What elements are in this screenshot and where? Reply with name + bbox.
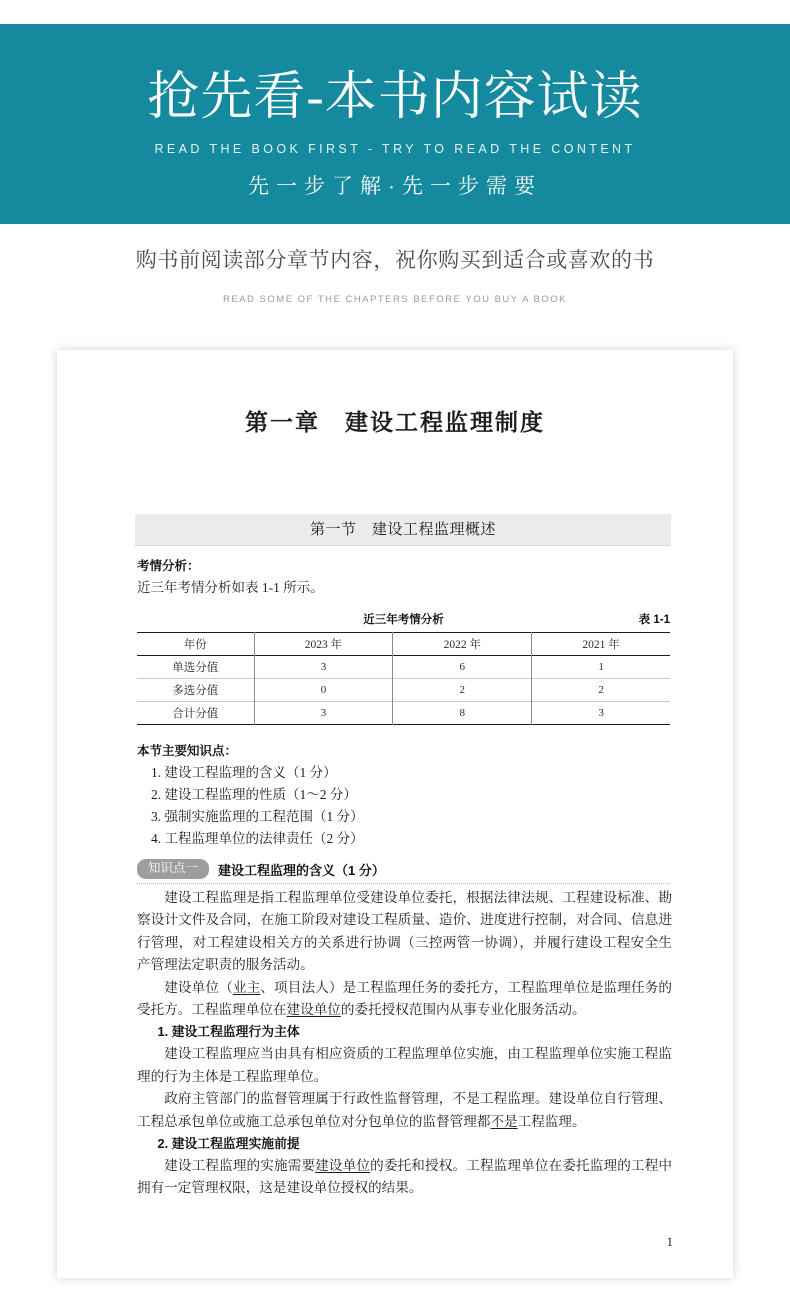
para2-part-b: 、项目法人）是工程监理任务的委托方，工程监理单位是监理任务的受托方。工程监理单位在 <box>137 979 673 1018</box>
intro-headline-english: READ SOME OF THE CHAPTERS BEFORE YOU BUY A BOOK <box>223 294 567 305</box>
list-item: 4. 工程监理单位的法律责任（2 分） <box>151 831 364 846</box>
table-col-header-year: 年份 <box>137 633 254 656</box>
row-label-total: 合计分值 <box>137 702 254 725</box>
section-header-bar <box>135 514 671 546</box>
exam-analysis-line: 近三年考情分析如表 1-1 所示。 <box>137 580 324 595</box>
paragraph-government-supervision <box>137 1088 672 1133</box>
table-head <box>137 633 670 656</box>
paragraph-parties <box>137 977 672 1022</box>
cell-total-2022: 8 <box>393 702 532 725</box>
table-caption-row <box>137 611 670 630</box>
table-col-header-2023: 2023 年 <box>254 633 393 656</box>
para2-underline-construction-unit: 建设单位 <box>286 1002 341 1018</box>
subheading-implementation-premise: 2. 建设工程监理实施前提 <box>157 1136 300 1152</box>
chapter-title: 第一章 建设工程监理制度 <box>245 410 545 435</box>
exam-stats-table-wrap <box>137 611 672 725</box>
table-number: 表 1-1 <box>638 614 670 626</box>
table-row <box>137 702 670 725</box>
intro-headline-chinese: 购书前阅读部分章节内容，祝你购买到适合或喜欢的书 <box>135 249 655 272</box>
paragraph-behavior-subject: 建设工程监理应当由具有相应资质的工程监理单位实施，由工程监理单位实施工程监理的行为主体是工程监理单位。 <box>137 1046 672 1084</box>
knowledge-points-list <box>137 762 672 850</box>
cell-total-2023: 3 <box>254 702 393 725</box>
table-col-header-2022: 2022 年 <box>393 633 532 656</box>
para4-underline-not: 不是 <box>490 1113 518 1129</box>
para5-part-a: 建设工程监理的实施需要 <box>164 1158 316 1174</box>
table-caption: 近三年考情分析 <box>363 614 444 626</box>
dotted-divider <box>137 883 670 884</box>
table-header-row <box>137 633 670 656</box>
banner-title: 抢先看-本书内容试读 <box>147 69 643 126</box>
knowledge-points-heading: 本节主要知识点： <box>137 744 238 758</box>
page-body <box>137 556 672 1200</box>
para5-part-b: 的委托和授权。工程监理单位在委托监理的工程中拥有一定管理权限，这是建设单位授权的结果。 <box>137 1158 673 1196</box>
table-row <box>137 679 670 702</box>
cell-multi-2023: 0 <box>254 679 393 702</box>
exam-stats-table <box>137 632 670 725</box>
para2-part-a: 建设单位（ <box>164 979 233 995</box>
para2-underline-owner: 业主 <box>232 979 261 995</box>
para5-underline-construction-unit: 建设单位 <box>315 1158 371 1174</box>
knowledge-point-badge: 知识点一 <box>137 859 209 879</box>
book-page-content <box>57 350 733 1278</box>
paragraph-implementation-premise <box>137 1155 672 1200</box>
para4-part-a: 政府主管部门的监督管理属于行政性监督管理，不是工程监理。建设单位自行管理、工程总承包单位或施工总承包单位对分包单位的监督管理都 <box>137 1091 672 1129</box>
subheading-behavior-subject: 1. 建设工程监理行为主体 <box>157 1024 300 1040</box>
cell-single-2021: 1 <box>532 656 670 679</box>
intro-block <box>0 244 790 305</box>
cell-single-2022: 6 <box>393 656 532 679</box>
row-label-multi-choice: 多选分值 <box>137 679 254 702</box>
knowledge-point-header <box>137 859 672 879</box>
list-item: 3. 强制实施监理的工程范围（1 分） <box>151 809 364 824</box>
table-row <box>137 656 670 679</box>
exam-analysis-label: 考情分析： <box>137 559 200 573</box>
table-body <box>137 656 670 725</box>
section-title: 第一节 建设工程监理概述 <box>309 521 496 538</box>
row-label-single-choice: 单选分值 <box>137 656 254 679</box>
table-col-header-2021: 2021 年 <box>532 633 670 656</box>
cell-multi-2021: 2 <box>532 679 670 702</box>
knowledge-point-title: 建设工程监理的含义（1 分） <box>218 862 385 878</box>
list-item: 2. 建设工程监理的性质（1～2 分） <box>151 787 357 802</box>
list-item: 1. 建设工程监理的含义（1 分） <box>151 765 337 780</box>
paragraph-definition: 建设工程监理是指工程监理单位受建设单位委托，根据法律法规、工程建设标准、勘察设计文件及合同，在施工阶段对建设工程质量、造价、进度进行控制，对合同、信息进行管理，对工程建设相关方的关系进行协调（三控两管一协调），并履行建设工程安全生产管理法定职责的服务活动。 <box>137 890 672 973</box>
promo-banner <box>0 24 790 224</box>
cell-multi-2022: 2 <box>393 679 532 702</box>
banner-subtitle-english: READ THE BOOK FIRST - TRY TO READ THE CONTENT <box>154 142 636 156</box>
cell-total-2021: 3 <box>532 702 670 725</box>
page-number: 1 <box>666 1234 673 1249</box>
para4-part-b: 工程监理。 <box>517 1113 586 1129</box>
banner-tagline: 先一步了解·先一步需要 <box>248 175 542 198</box>
cell-single-2023: 3 <box>254 656 393 679</box>
book-page-preview <box>57 350 733 1278</box>
para2-part-c: 的委托授权范围内从事专业化服务活动。 <box>340 1002 586 1018</box>
